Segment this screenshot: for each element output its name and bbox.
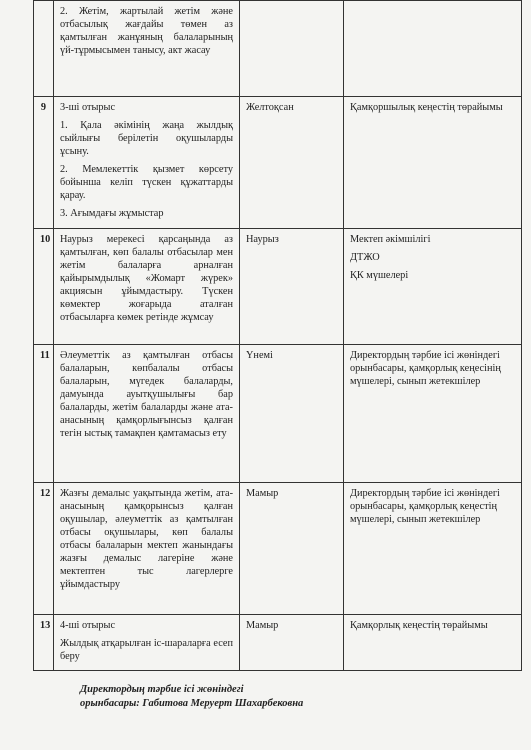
row-number: 13 xyxy=(34,615,54,671)
table-row xyxy=(34,483,522,615)
responsible-text: Директордың тәрбие ісі жөніндегі орынбасары, қамқорлық кеңесінің мүшелері, сынып жетекшілер xyxy=(350,350,501,387)
time-cell xyxy=(240,1,344,97)
signature-name: орынбасары: Габитова Меруерт Шахарбековна xyxy=(80,698,304,709)
event-cell xyxy=(54,615,240,671)
time-cell: Наурыз xyxy=(240,229,344,345)
responsible-cell xyxy=(344,229,522,345)
table-row xyxy=(34,345,522,483)
time-cell: Мамыр xyxy=(240,615,344,671)
table-row xyxy=(34,615,522,671)
event-cell xyxy=(54,1,240,97)
responsible-cell xyxy=(344,483,522,615)
responsible-cell xyxy=(344,97,522,229)
event-text: Жазғы демалыс уақытында жетім, ата-анасының қамқорынсыз қалған оқушылар, әлеуметтік аз қамтылған отбасы оқушылары, көп балалы отбасы балаларын мектеп жанындағы жазғы демалыс лагеріне және мектептен тыс лагерлерге ұйымдастыру xyxy=(60,488,233,590)
event-cell xyxy=(54,483,240,615)
row-number: 9 xyxy=(34,97,54,229)
row-number: 11 xyxy=(34,345,54,483)
event-cell xyxy=(54,229,240,345)
responsible-text: ҚК мүшелері xyxy=(350,270,409,281)
responsible-text: Қамқоршылық кеңестің төрайымы xyxy=(350,102,503,113)
time-cell: Желтоқсан xyxy=(240,97,344,229)
event-text: 2. Жетім, жартылай жетім және отбасылық жағдайы төмен аз қамтылған жанұяның балаларының үй-тұрмысымен танысу, акт жасау xyxy=(60,6,233,56)
responsible-cell xyxy=(344,345,522,483)
event-cell xyxy=(54,345,240,483)
table-row xyxy=(34,1,522,97)
event-text: 2. Мемлекеттік қызмет көрсету бойынша келіп түскен құжаттарды қарау. xyxy=(60,164,233,201)
responsible-text: Директордың тәрбие ісі жөніндегі орынбасары, қамқорлық кеңестің мүшелері, сынып жетекшілер xyxy=(350,488,500,525)
event-text: Әлеуметтік аз қамтылған отбасы балаларын, көпбалалы отбасы балаларын, мүгедек балаларды, дамуында ауытқушылығы бар балаларды, жетім балаларды және ата-анасының қамқорлығынсыз қалған тегін ыстық тамақпен қамтамасыз ету xyxy=(60,350,233,439)
row-number: 12 xyxy=(34,483,54,615)
event-cell xyxy=(54,97,240,229)
row-number xyxy=(34,1,54,97)
event-text: Жылдық атқарылған іс-шараларға есеп беру xyxy=(60,638,233,662)
plan-table xyxy=(33,0,522,671)
time-cell: Мамыр xyxy=(240,483,344,615)
event-text: 3-ші отырыс xyxy=(60,102,116,113)
signature-position: Директордың тәрбие ісі жөніндегі xyxy=(80,684,244,695)
responsible-cell xyxy=(344,1,522,97)
responsible-cell xyxy=(344,615,522,671)
row-number: 10 xyxy=(34,229,54,345)
signature-block xyxy=(80,683,303,711)
table-row xyxy=(34,97,522,229)
event-text: 3. Ағымдағы жұмыстар xyxy=(60,208,164,219)
table-row xyxy=(34,229,522,345)
responsible-text: Мектеп әкімшілігі xyxy=(350,234,431,245)
event-text: 1. Қала әкімінің жаңа жылдық сыйлығы берілетін оқушыларды ұсыну. xyxy=(60,120,233,157)
time-cell: Үнемі xyxy=(240,345,344,483)
responsible-text: Қамқорлық кеңестің төрайымы xyxy=(350,620,488,631)
event-text: Наурыз мерекесі қарсаңында аз қамтылған, көп балалы отбасылар мен жетім балаларға арналған қайырымдылық «Жомарт жүрек» акциясын ұйымдастыру. Түскен көмектер жоғарыда аталған отбасыларға көмек ретінде жұмсау xyxy=(60,234,233,323)
event-text: 4-ші отырыс xyxy=(60,620,116,631)
responsible-text: ДТЖО xyxy=(350,252,380,263)
